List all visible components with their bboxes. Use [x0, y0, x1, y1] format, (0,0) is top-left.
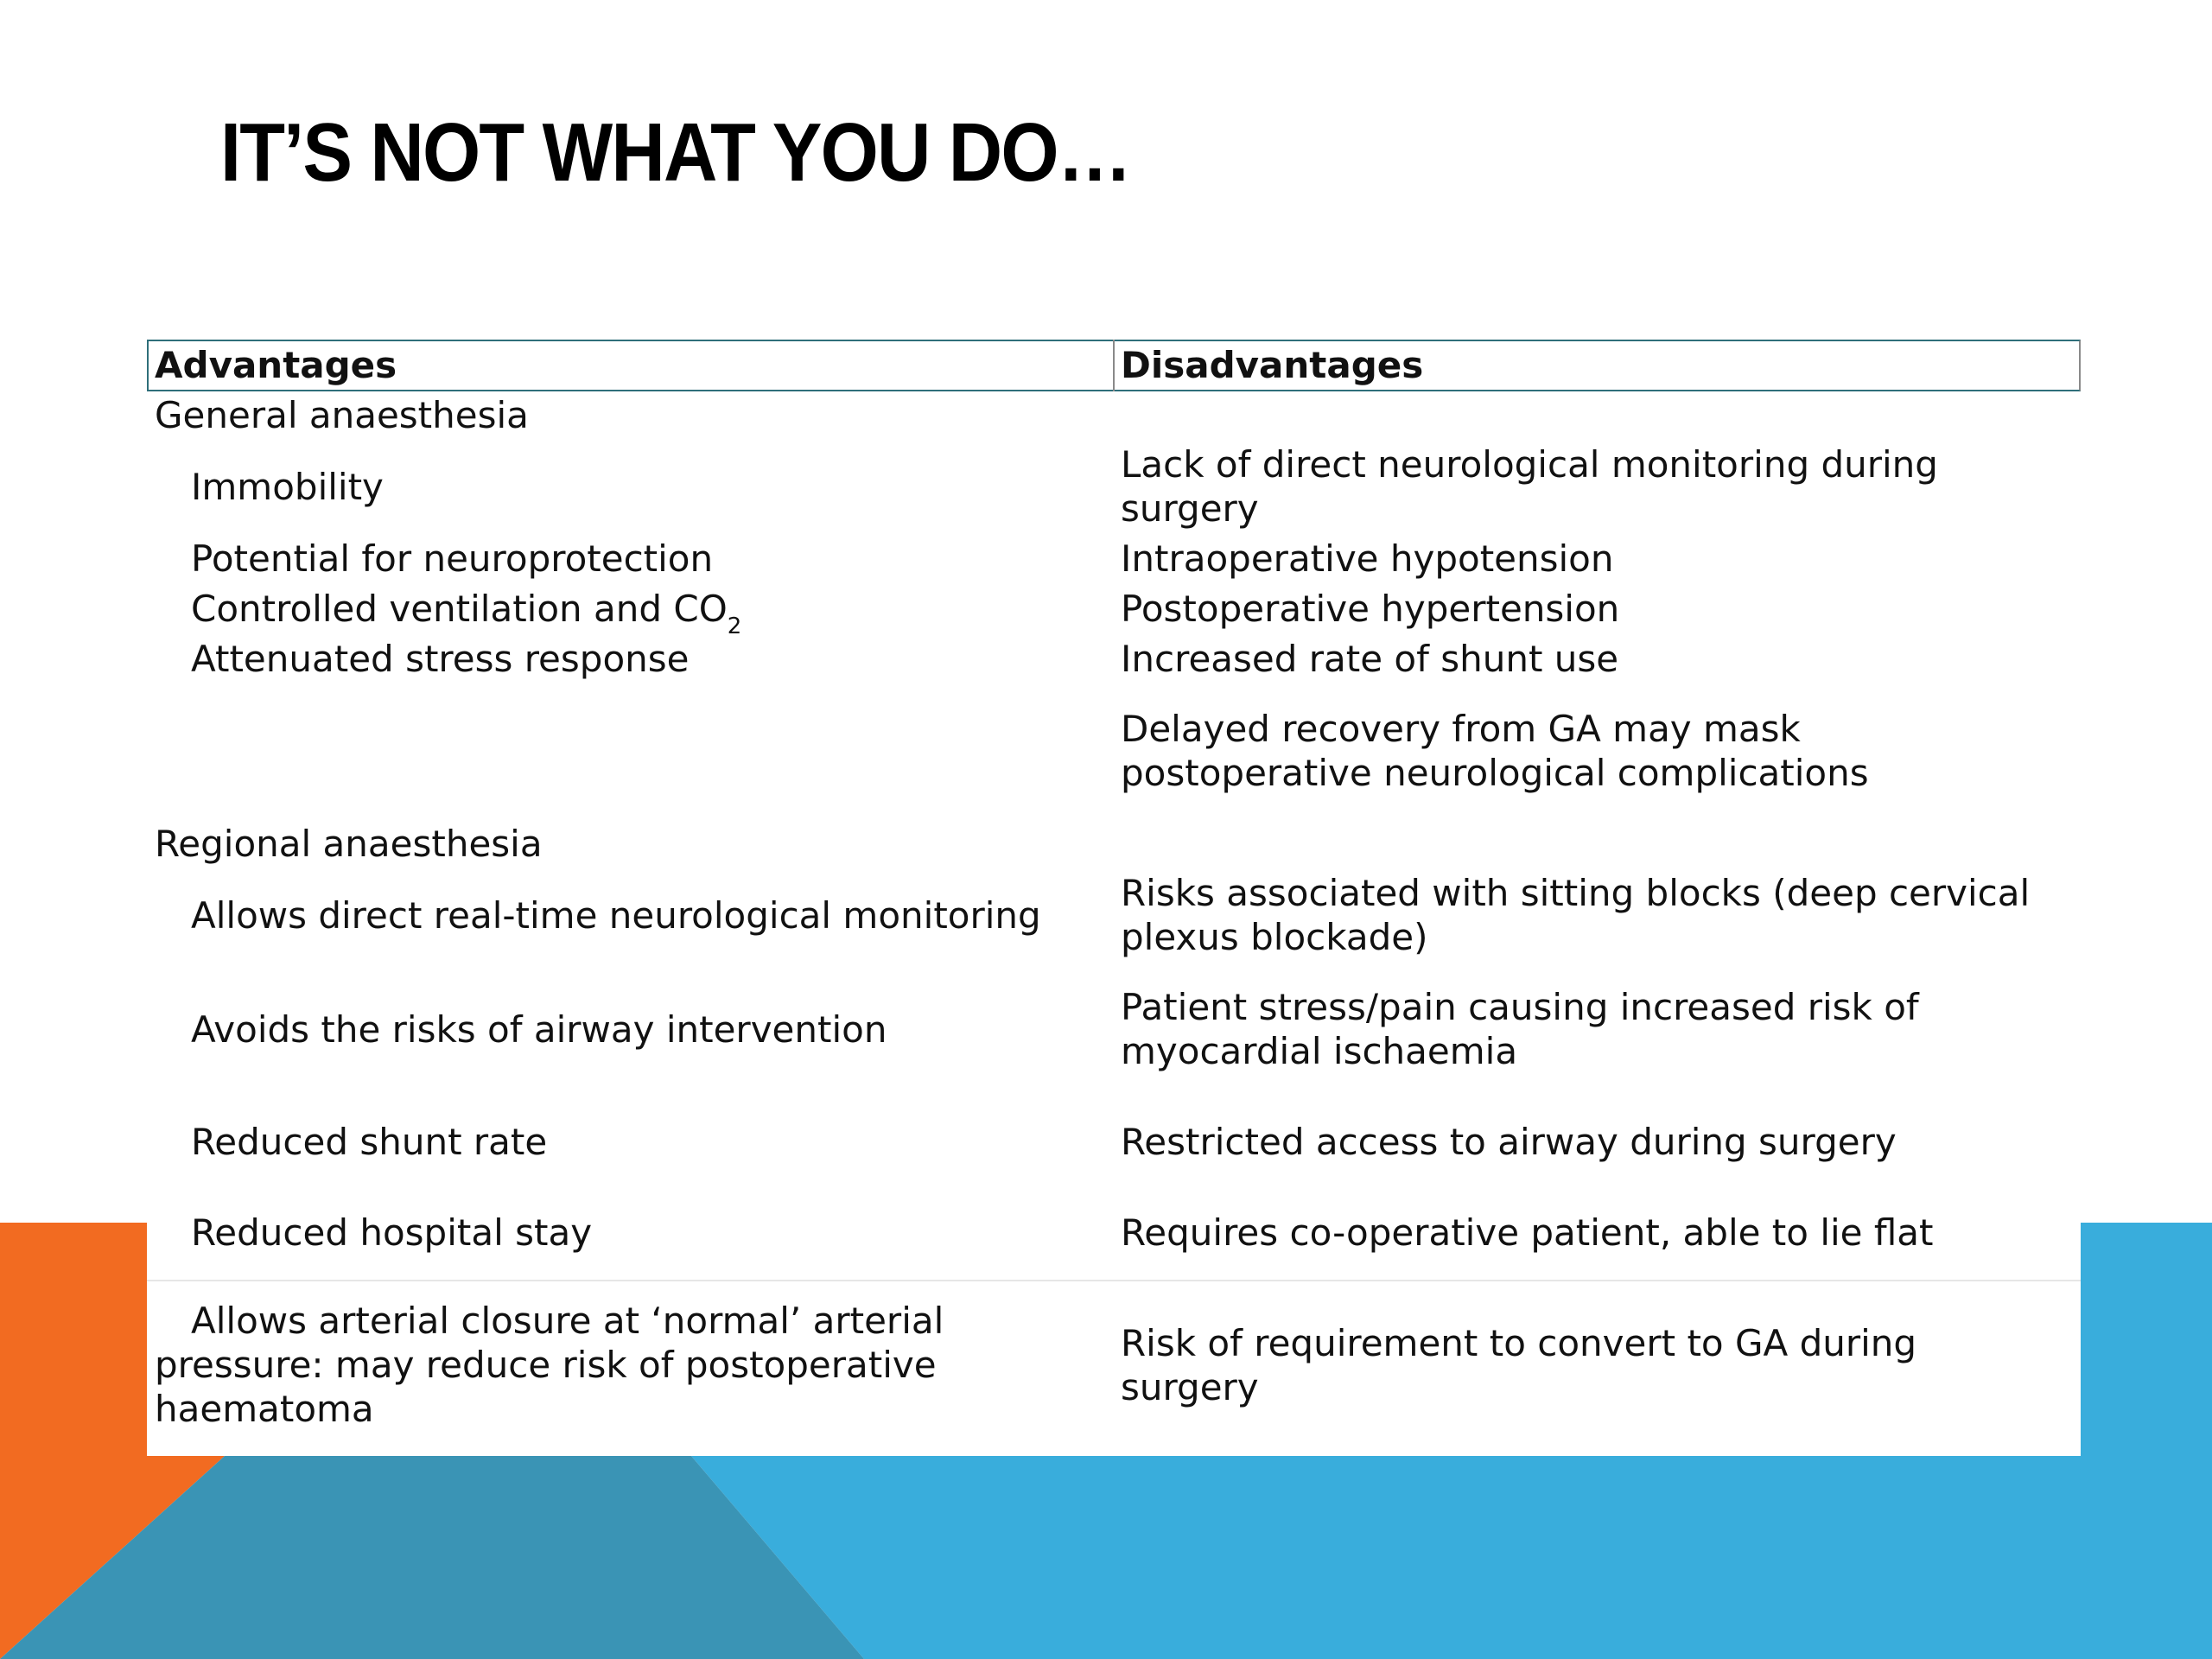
regional-advantage-item: Allows direct real-time neurological monitoring	[191, 894, 1041, 937]
advantages-disadvantages-table	[147, 340, 2081, 1456]
text-line: haematoma	[155, 1388, 374, 1430]
regional-disadvantage-item	[1121, 985, 1919, 1073]
general-disadvantage-item: Increased rate of shunt use	[1121, 638, 1619, 680]
general-disadvantage-item	[1121, 442, 1938, 531]
co2-subscript: 2	[727, 613, 742, 639]
regional-disadvantage-item	[1121, 1321, 1916, 1409]
text-line: myocardial ischaemia	[1121, 1030, 1518, 1072]
text-line: Allows arterial closure at ‘normal’ arterial	[191, 1300, 944, 1342]
co2-text: Controlled ventilation and CO	[191, 588, 728, 630]
slide-title: IT’S NOT WHAT YOU DO…	[220, 106, 1131, 199]
text-line: Risks associated with sitting blocks (deep cervical	[1121, 872, 2031, 914]
row-divider	[147, 1280, 2081, 1281]
text-line: Patient stress/pain causing increased risk of	[1121, 986, 1919, 1028]
general-disadvantage-item: Postoperative hypertension	[1121, 588, 1620, 630]
text-line: pressure: may reduce risk of postoperative	[155, 1344, 937, 1386]
text-line: postoperative neurological complications	[1121, 752, 1869, 794]
regional-advantage-item	[155, 1299, 944, 1431]
regional-disadvantage-item	[1121, 871, 2030, 959]
section-label-regional: Regional anaesthesia	[155, 823, 543, 865]
header-disadvantages: Disadvantages	[1121, 344, 1424, 386]
regional-advantage-item: Reduced hospital stay	[191, 1211, 593, 1254]
regional-advantage-item: Reduced shunt rate	[191, 1121, 548, 1163]
text-line: Delayed recovery from GA may mask	[1121, 708, 1801, 750]
general-advantage-item: Attenuated stress response	[191, 638, 690, 680]
regional-advantage-item: Avoids the risks of airway intervention	[191, 1008, 887, 1051]
regional-disadvantage-item: Requires co-operative patient, able to lie flat	[1121, 1211, 1934, 1254]
text-line: plexus blockade)	[1121, 916, 1428, 958]
header-advantages: Advantages	[155, 344, 397, 386]
general-disadvantage-item	[1121, 707, 1869, 795]
text-line: Risk of requirement to convert to GA during	[1121, 1322, 1917, 1364]
text-line: Lack of direct neurological monitoring during	[1121, 443, 1938, 486]
general-disadvantage-item: Intraoperative hypotension	[1121, 537, 1614, 580]
section-label-general: General anaesthesia	[155, 394, 529, 436]
general-advantage-item	[191, 587, 741, 637]
regional-disadvantage-item: Restricted access to airway during surgery	[1121, 1121, 1897, 1163]
header-column-divider	[1113, 340, 1115, 391]
text-line: surgery	[1121, 487, 1259, 530]
general-advantage-item: Immobility	[191, 466, 384, 508]
general-advantage-item: Potential for neuroprotection	[191, 537, 714, 580]
text-line: surgery	[1121, 1366, 1259, 1408]
